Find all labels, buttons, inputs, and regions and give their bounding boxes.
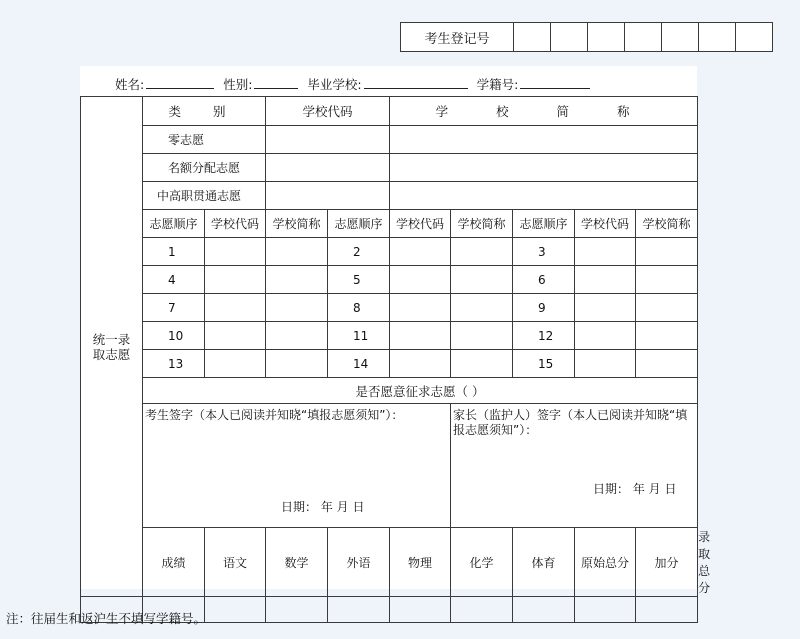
- gender-blank[interactable]: [254, 77, 298, 89]
- score-header: 语文: [205, 528, 266, 597]
- column-header: 志愿顺序: [328, 210, 390, 238]
- column-header: 志愿顺序: [513, 210, 575, 238]
- order-number: 8: [328, 294, 390, 322]
- student-info-line: [115, 75, 595, 93]
- registration-digit-box[interactable]: [699, 23, 736, 52]
- order-number: 10: [143, 322, 205, 350]
- name-label: 姓名:: [115, 77, 145, 92]
- school-code-cell[interactable]: [205, 322, 266, 350]
- registration-digit-box[interactable]: [588, 23, 625, 52]
- category-header: 类 别: [143, 97, 266, 126]
- order-number: 12: [513, 322, 575, 350]
- school-code-cell[interactable]: [205, 294, 266, 322]
- order-number: 2: [328, 238, 390, 266]
- school-code-cell[interactable]: [390, 350, 451, 378]
- school-name-cell[interactable]: [266, 322, 328, 350]
- column-header: 学校简称: [451, 210, 513, 238]
- registration-digit-box[interactable]: [514, 23, 551, 52]
- registration-digit-box[interactable]: [662, 23, 699, 52]
- school-code-cell[interactable]: [390, 238, 451, 266]
- school-code-cell[interactable]: [390, 322, 451, 350]
- registration-digit-box[interactable]: [736, 23, 773, 52]
- school-code-cell[interactable]: [575, 266, 636, 294]
- order-number: 15: [513, 350, 575, 378]
- score-header: 原始总分: [575, 528, 636, 597]
- score-header: 外语: [328, 528, 390, 597]
- order-number: 7: [143, 294, 205, 322]
- column-header: 学校代码: [205, 210, 266, 238]
- student-signature-area[interactable]: [143, 404, 451, 528]
- school-name-cell[interactable]: [266, 266, 328, 294]
- order-number: 3: [513, 238, 575, 266]
- order-number: 9: [513, 294, 575, 322]
- table-row: [81, 266, 698, 294]
- school-name-cell[interactable]: [451, 238, 513, 266]
- student-id-label: 学籍号:: [476, 77, 519, 92]
- school-code-cell[interactable]: [575, 294, 636, 322]
- school-label: 毕业学校:: [307, 77, 362, 92]
- school-name-cell[interactable]: [451, 322, 513, 350]
- student-signature-date: 日期： 年 月 日: [281, 500, 365, 514]
- registration-digit-box[interactable]: [551, 23, 588, 52]
- student-signature-label: 考生签字（本人已阅读并知晓“填报志愿须知”）：: [145, 408, 404, 422]
- order-number: 14: [328, 350, 390, 378]
- school-code-cell[interactable]: [575, 238, 636, 266]
- gender-label: 性别:: [223, 77, 253, 92]
- table-row: [81, 294, 698, 322]
- score-header: 物理: [390, 528, 451, 597]
- score-cell[interactable]: [205, 597, 266, 623]
- school-name-cell[interactable]: [636, 294, 698, 322]
- zero-volunteer-code-cell[interactable]: [266, 126, 390, 154]
- school-name-cell[interactable]: [636, 238, 698, 266]
- column-header: 学校代码: [390, 210, 451, 238]
- order-number: 5: [328, 266, 390, 294]
- school-name-cell[interactable]: [451, 350, 513, 378]
- parent-signature-area[interactable]: [451, 404, 698, 528]
- column-header-row: [81, 210, 698, 238]
- order-number: 1: [143, 238, 205, 266]
- score-header: 体育: [513, 528, 575, 597]
- vocational-volunteer-name-cell[interactable]: [390, 182, 698, 210]
- quota-volunteer-label: 名额分配志愿: [143, 154, 266, 182]
- order-number: 6: [513, 266, 575, 294]
- school-name-cell[interactable]: [266, 350, 328, 378]
- name-blank[interactable]: [146, 77, 214, 89]
- score-header: 化学: [451, 528, 513, 597]
- score-cell[interactable]: [390, 597, 451, 623]
- table-row: [81, 238, 698, 266]
- order-number: 13: [143, 350, 205, 378]
- column-header: 学校简称: [266, 210, 328, 238]
- volunteer-table: [80, 96, 711, 623]
- student-id-blank[interactable]: [520, 77, 590, 89]
- application-form-sheet: [80, 66, 711, 595]
- vocational-volunteer-label: 中高职贯通志愿: [143, 182, 266, 210]
- quota-volunteer-name-cell[interactable]: [390, 154, 698, 182]
- parent-signature-date: 日期： 年 月 日: [593, 482, 677, 496]
- registration-number-label: 考生登记号: [401, 23, 514, 52]
- zero-volunteer-label: 零志愿: [143, 126, 266, 154]
- column-header: 志愿顺序: [143, 210, 205, 238]
- school-code-header: 学校代码: [266, 97, 390, 126]
- school-code-cell[interactable]: [205, 238, 266, 266]
- score-header-row: 成绩 语文 数学 外语 物理 化学 体育 原始总分 加分 录取总分: [81, 528, 698, 597]
- score-header: 数学: [266, 528, 328, 597]
- table-row: [81, 350, 698, 378]
- school-code-cell[interactable]: [390, 266, 451, 294]
- column-header: 学校代码: [575, 210, 636, 238]
- school-code-cell[interactable]: [575, 350, 636, 378]
- order-number: 4: [143, 266, 205, 294]
- order-number: 11: [328, 322, 390, 350]
- school-name-cell[interactable]: [636, 350, 698, 378]
- school-code-cell[interactable]: [205, 266, 266, 294]
- solicit-volunteer-question: 是否愿意征求志愿（ ）: [143, 378, 698, 404]
- school-code-cell[interactable]: [390, 294, 451, 322]
- column-header: 学校简称: [636, 210, 698, 238]
- vocational-volunteer-code-cell[interactable]: [266, 182, 390, 210]
- registration-number-box: [400, 22, 773, 52]
- registration-digit-box[interactable]: [625, 23, 662, 52]
- school-name-cell[interactable]: [266, 238, 328, 266]
- score-cell[interactable]: [451, 597, 513, 623]
- school-name-cell[interactable]: [451, 294, 513, 322]
- score-cell[interactable]: [575, 597, 636, 623]
- school-name-cell[interactable]: [636, 322, 698, 350]
- quota-volunteer-code-cell[interactable]: [266, 154, 390, 182]
- zero-volunteer-name-cell[interactable]: [390, 126, 698, 154]
- score-cell[interactable]: [266, 597, 328, 623]
- school-name-cell[interactable]: [266, 294, 328, 322]
- school-code-cell[interactable]: [575, 322, 636, 350]
- school-name-cell[interactable]: [636, 266, 698, 294]
- school-blank[interactable]: [364, 77, 468, 89]
- score-cell[interactable]: [513, 597, 575, 623]
- score-header: 成绩: [143, 528, 205, 597]
- school-name-cell[interactable]: [451, 266, 513, 294]
- parent-signature-label: 家长（监护人）签字（本人已阅读并知晓“填报志愿须知”）：: [453, 408, 688, 437]
- score-cell[interactable]: [328, 597, 390, 623]
- score-header: 加分: [636, 528, 698, 597]
- table-row: [81, 322, 698, 350]
- unified-admission-label: 统一录取志愿: [81, 97, 143, 597]
- school-code-cell[interactable]: [205, 350, 266, 378]
- school-name-header: 学 校 简 称: [390, 97, 698, 126]
- footnote: 注：往届生和返沪生不填写学籍号。: [6, 611, 207, 626]
- score-cell[interactable]: [636, 597, 698, 623]
